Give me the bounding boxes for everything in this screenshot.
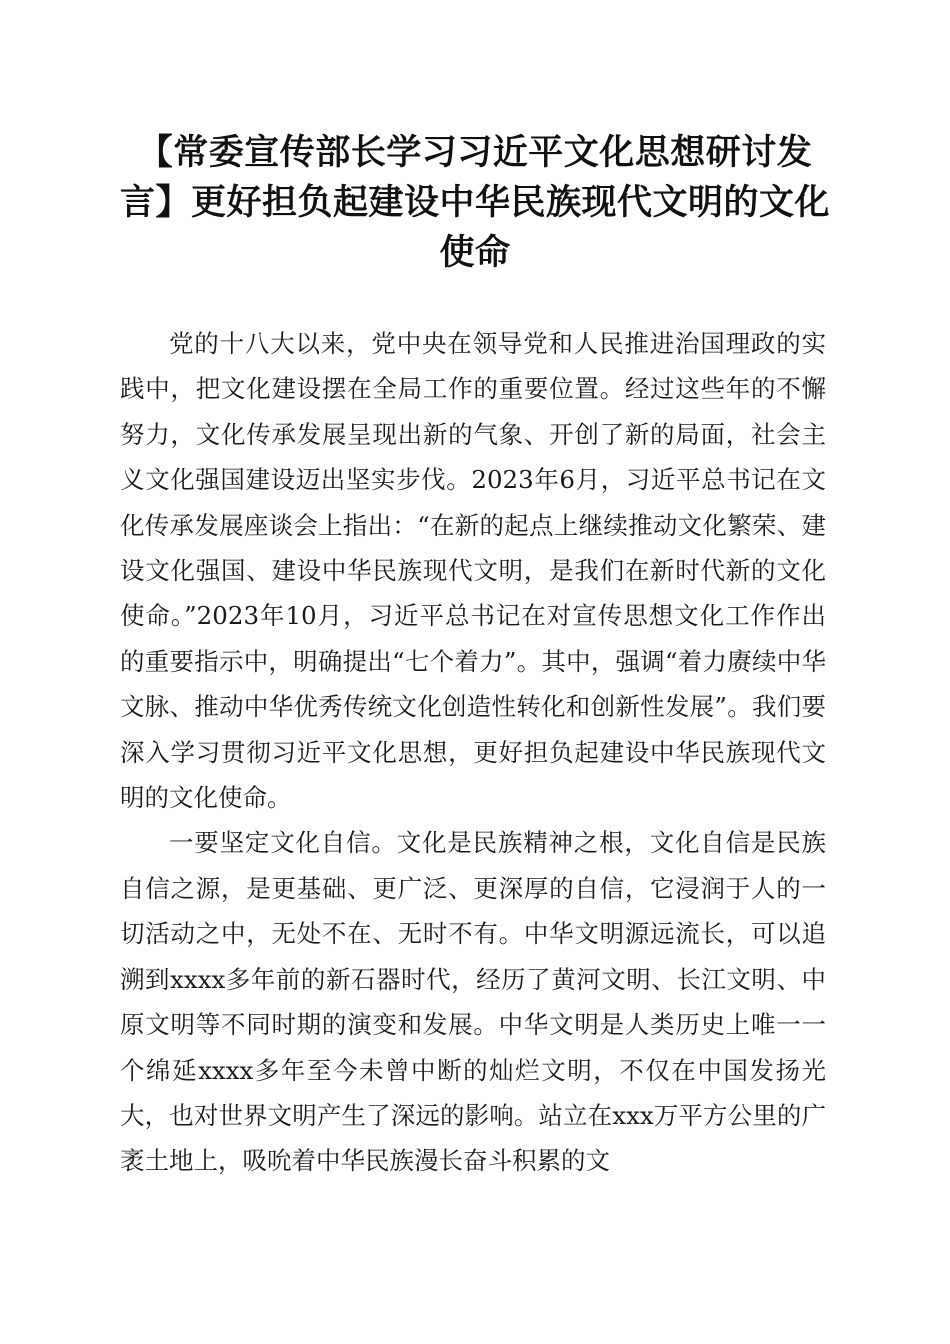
document-body [120, 321, 826, 1184]
body-paragraph: 党的十八大以来，党中央在领导党和人民推进治国理政的实践中，把文化建设摆在全局工作的重要位置。经过这些年的不懈努力，文化传承发展呈现出新的气象、开创了新的局面，社会主义文化强国建设迈出坚实步伐。2023年6月，习近平总书记在文化传承发展座谈会上指出：“在新的起点上继续推动文化繁荣、建设文化强国、建设中华民族现代文明，是我们在新时代新的文化使命。”2023年10月，习近平总书记在对宣传思想文化工作作出的重要指示中，明确提出“七个着力”。其中，强调“着力赓续中华文脉、推动中华优秀传统文化创造性转化和创新性发展”。我们要深入学习贯彻习近平文化思想，更好担负起建设中华民族现代文明的文化使命。 [120, 329, 826, 813]
document-title: 【常委宣传部长学习习近平文化思想研讨发言】更好担负起建设中华民族现代文明的文化使命 [120, 132, 831, 273]
body-paragraph: 一要坚定文化自信。文化是民族精神之根，文化自信是民族自信之源，是更基础、更广泛、更深厚的自信，它浸润于人的一切活动之中，无处不在、无时不有。中华文明源远流长，可以追溯到xxxx多年前的新石器时代，经历了黄河文明、长江文明、中原文明等不同时期的演变和发展。中华文明是人类历史上唯一一个绵延xxxx多年至今未曾中断的灿烂文明，不仅在中国发扬光大，也对世界文明产生了深远的影响。站立在xxx万平方公里的广袤土地上，吸吮着中华民族漫长奋斗积累的文 [120, 828, 826, 1176]
